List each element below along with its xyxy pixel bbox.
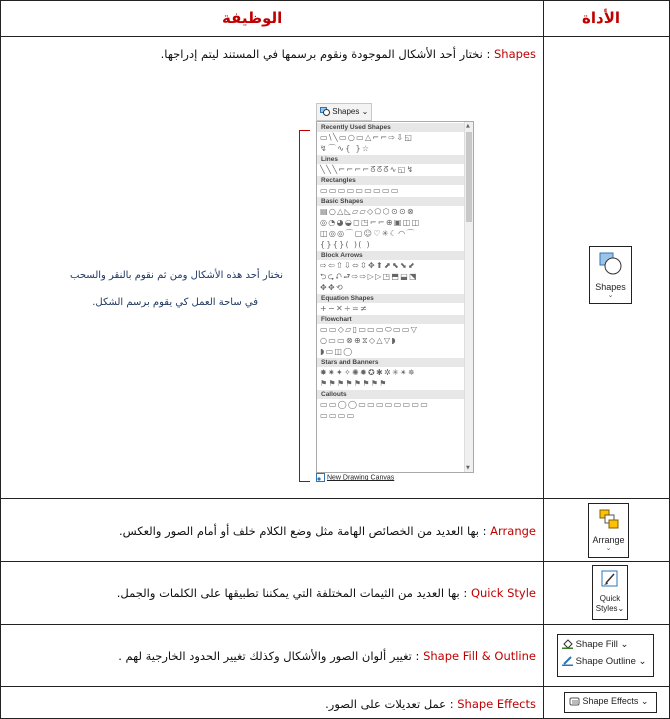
gallery-shape-row[interactable]: ⇨⇦⇧⇩⬄⇳✥⬆⬈⬉⬊⬋ [320, 261, 417, 270]
scroll-up-icon[interactable]: ▲ [466, 123, 470, 129]
gallery-shape-row[interactable]: ⚑⚑⚑⚑⚑⚑⚑⚑ [320, 379, 388, 388]
arrange-tool-label: Arrange [592, 535, 625, 545]
shapes-icon [320, 107, 330, 116]
gallery-button-label: Shapes [332, 107, 360, 116]
shapes-description: Shapes : نختار أحد الأشكال الموجودة ونقوم برسمها في المستند ليتم إدراجها. [160, 47, 536, 61]
shape-fill-outline-description: Shape Fill & Outline : تغيير ألوان الصور والأشكال وكذلك تغيير الحدود الخارجية لهم . [118, 649, 536, 663]
gallery-shape-row[interactable]: {}{}( )( ) [320, 240, 371, 249]
gallery-category-title: Callouts [317, 390, 473, 399]
table-rule [0, 498, 670, 499]
paint-bucket-icon [562, 639, 573, 649]
column-divider [543, 0, 544, 719]
gallery-category-title: Stars and Banners [317, 358, 473, 367]
gallery-scrollbar[interactable] [464, 122, 473, 472]
tool-column-header: الأداة [582, 9, 621, 27]
gallery-shape-row[interactable]: ◎◔◕◒◻◳⌐⌐⊕▣◫◫ [320, 218, 421, 227]
gallery-shape-row[interactable]: ▭▭▭▭ [320, 411, 356, 420]
shape-fill-outline-tool [557, 634, 654, 677]
gallery-category-title: Basic Shapes [317, 197, 473, 206]
canvas-label: New Drawing Canvas [326, 474, 395, 482]
shapes-categories [317, 123, 473, 421]
gallery-shape-row[interactable]: ○▭▭⊗⊕⧖◇△▽◗ [320, 336, 397, 345]
gallery-shape-row[interactable]: ✸✷✦✧✺✹✪✱✲✳✴✵ [320, 368, 417, 377]
shapes-tool-label: Shapes [595, 282, 626, 292]
chevron-down-icon: ⌄ [617, 604, 625, 613]
shapes-note-line2: في ساحة العمل كي يقوم برسم الشكل. [92, 297, 258, 308]
shape-effects-description: Shape Effects : عمل تعديلات على الصور. [325, 697, 536, 711]
quick-styles-label-2: Styles⌄ [595, 604, 625, 613]
arrange-tool-button[interactable] [588, 503, 629, 558]
table-rule [0, 36, 670, 37]
pen-icon [562, 656, 573, 666]
quick-styles-tool-button[interactable] [592, 565, 628, 620]
gallery-category-title: Recently Used Shapes [317, 123, 473, 132]
gallery-shape-row[interactable]: ✥✥⟲ [320, 283, 345, 292]
shapes-note-line1: نختار أحد هذه الأشكال ومن ثم نقوم بالنقر والسحب [70, 270, 283, 281]
gallery-category-title: Lines [317, 155, 473, 164]
shape-fill-button[interactable] [562, 638, 653, 651]
gallery-category-title: Flowchart [317, 315, 473, 324]
shapes-gallery [313, 103, 473, 483]
arrange-icon [598, 508, 620, 530]
shapes-panel [316, 121, 474, 473]
new-drawing-canvas-link[interactable] [316, 473, 394, 482]
gallery-category-title: Block Arrows [317, 251, 473, 260]
shape-fill-label: Shape Fill [575, 639, 618, 650]
table-border-top [0, 0, 670, 1]
chevron-down-icon: ⌄ [640, 696, 649, 706]
shape-effects-label: Shape Effects [582, 696, 639, 706]
scroll-thumb[interactable] [466, 132, 472, 222]
gallery-shape-row[interactable]: ⮌⮎⮏⮐⇨⇨▷▷◳⬒⬓⬔ [320, 272, 418, 281]
chevron-down-icon: ⌄ [620, 639, 629, 650]
gallery-shape-row[interactable]: ▭▭▭▭▭▭▭▭▭ [320, 186, 400, 195]
chevron-down-icon: ⌄ [361, 107, 369, 116]
shape-effects-icon [569, 697, 580, 706]
quick-styles-label-1: Quick [599, 594, 621, 603]
gallery-shape-row[interactable]: ▤○△◺▱▱◇⬠⬡⊙⊙⊗ [320, 207, 415, 216]
gallery-shape-row[interactable]: +−✕÷=≠ [320, 304, 369, 313]
gallery-category-title: Rectangles [317, 176, 473, 185]
shape-outline-label: Shape Outline [575, 656, 636, 667]
shape-effects-content [569, 693, 656, 710]
table-rule [0, 686, 670, 687]
shapes-tool-button[interactable] [589, 246, 632, 304]
quick-styles-icon [600, 569, 620, 589]
chevron-down-icon: ⌄ [605, 545, 612, 552]
canvas-icon [316, 473, 325, 482]
table-rule [0, 624, 670, 625]
shapes-icon [598, 251, 624, 277]
chevron-down-icon: ⌄ [607, 292, 614, 299]
quick-style-description: Quick Style : بها العديد من الثيمات المختلفة التي يمكننا تطبيقها على الكلمات والجمل. [116, 586, 536, 600]
chevron-down-icon: ⌄ [638, 656, 647, 667]
gallery-shape-row[interactable]: ↯⌒∿{ }☆ [320, 144, 371, 153]
shape-outline-button[interactable] [562, 655, 653, 668]
table-rule [0, 561, 670, 562]
gallery-shape-row[interactable]: ▭▭◇▱▯▭▭▭⬭▭▭▽ [320, 325, 419, 334]
gallery-shape-row[interactable]: ▭▭◯◯▭▭▭▭▭▭▭▭ [320, 400, 430, 409]
function-column-header: الوظيفة [222, 9, 283, 27]
gallery-shape-row[interactable]: ◫◎◎⌒▢☺♡✳☾◠⌒ [320, 229, 416, 238]
gallery-bracket [299, 130, 310, 482]
gallery-category-title: Equation Shapes [317, 294, 473, 303]
gallery-shape-row[interactable]: ╲╲╲⌐⌐⌐⌐ᘔᘔᘔ∿◱↯ [320, 165, 415, 174]
gallery-shape-row[interactable]: ◗▭◫◯ [320, 347, 354, 356]
arrange-description: Arrange : بها العديد من الخصائص الهامة مثل وضع الكلام خلف أو أمام الصور والعكس. [118, 524, 536, 538]
scroll-down-icon[interactable]: ▼ [466, 465, 470, 471]
shape-effects-button[interactable] [564, 692, 657, 713]
gallery-shape-row[interactable]: ▭\╲▭○▭△⌐⌐⇨⇩◱ [320, 133, 414, 142]
gallery-shapes-button[interactable] [316, 103, 372, 121]
table-border-left [0, 0, 1, 719]
